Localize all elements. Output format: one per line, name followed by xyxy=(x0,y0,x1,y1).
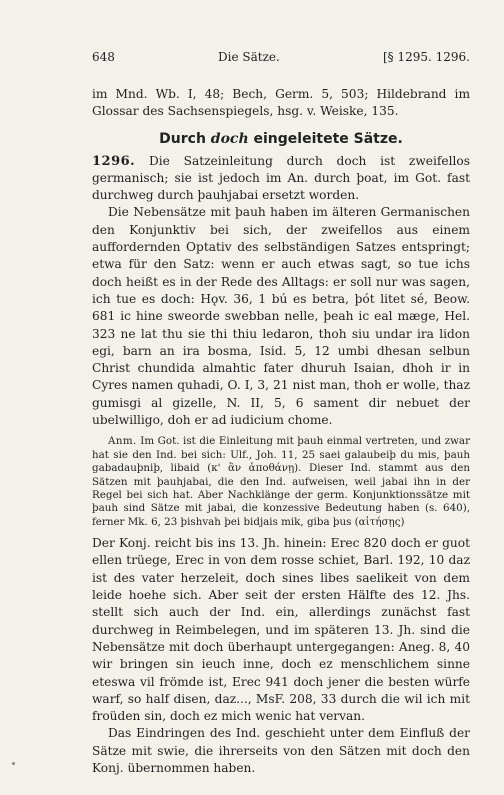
annotation-note xyxy=(92,435,470,529)
paragraph-number: 1296. xyxy=(92,153,136,169)
paragraph-1296 xyxy=(92,153,470,205)
section-reference: [§ 1295. 1296. xyxy=(382,50,470,64)
note-label: Anm. xyxy=(108,435,137,448)
page-header xyxy=(92,50,470,64)
paragraph-eindringen: Das Eindringen des Ind. geschieht unter dem Einfluß der Sätze mit swie, die ihrerseits von den Sätzen mit doch den Konj. übernommen haben. xyxy=(92,726,470,776)
page-number: 648 xyxy=(92,50,115,64)
note-text: Im Got. ist die Einleitung mit þauh einmal vertreten, und zwar hat sie den Ind. bei sich: Ulf., Joh. 11, 25 saei galaubeiþ du mis, þauh gabadauþniþ, libaid (κ' ἂν ἀποθάνῃ). Dieser Ind. stammt aus den Sätzen mit þauhjabai, die den Ind. aufweisen, weil jabai ihn in der Regel bei sich hat. Aber Nachklänge der germ. Konjunktionssätze mit þauh sind Sätze mit jabai, die konzessive Bedeutung haben (s. 640), ferner Mk. 6, 23 þishvah þei bidjais mik, giba þus (αἰτήσῃς) xyxy=(92,435,470,528)
speck-mark xyxy=(12,762,15,765)
heading-word-2: eingeleitete Sätze. xyxy=(253,130,403,147)
running-title: Die Sätze. xyxy=(218,50,280,64)
page-body xyxy=(92,86,470,777)
section-heading xyxy=(92,131,470,147)
paragraph-text: Die Satzeinleitung durch doch ist zweifellos germanisch; sie ist jedoch im An. durch þoat, im Got. fast durchweg durch þauhjabai ersetzt worden. xyxy=(92,153,470,203)
continued-paragraph: im Mnd. Wb. I, 48; Bech, Germ. 5, 503; Hildebrand im Glossar des Sachsenspiegels, hsg. v. Weiske, 135. xyxy=(92,87,470,119)
heading-keyword: doch xyxy=(210,130,249,147)
paragraph-13-jh: Der Konj. reicht bis ins 13. Jh. hinein: Erec 820 doch er guot ellen trüege, Erec in von dem rosse schiet, Barl. 192, 10 daz ist des vater herzeleit, doch sines libes saelikeit von dem leide hoehe sich. Aber seit der ersten Hälfte des 12. Jhs. stellt sich auch der Ind. ein, allerdings zunächst fast durchweg in Reimbelegen, und im späteren 13. Jh. sind die Nebensätze mit doch überhaupt untergegangen: Aneg. 8, 40 wir bringen sin ieuch inne, doch ez menschlichem sinne eteswa vil frömde ist, Erec 941 doch jener die besten würfe warf, so half disen, daz..., MsF. 208, 33 durch die wil ich mit froüden sin, doch ez mich wenic hat vervan. xyxy=(92,536,470,724)
paragraph-konjunktiv: Die Nebensätze mit þauh haben im älteren Germanischen den Konjunktiv bei sich, der zweifellos aus einem auffordernden Optativ des selbständigen Satzes entspringt; etwa für den Satz: wenn er auch etwas sagt, so tue ichs doch heißt es in der Rede des Alltags: er soll nur was sagen, ich tue es doch: Hǫv. 36, 1 bú es betra, þót litet sé, Beow. 681 ic hine sweorde swebban nelle, þeah ic eal mæge, Hel. 323 ne lat thu sie thi thiu ledaron, thoh siu undar ira lidon egi, barn an ira bosma, Isid. 5, 12 umbi dhesan selbun Christ chundida almahtic fater dhuruh Isaian, dhoh ir in Cyres namen quhadi, O. I, 3, 21 nist man, thoh er wolle, thaz gumisgi al gizelle, N. II, 5, 6 sament dir nebuet der ubelwilligo, doh er ad iudicium chome. xyxy=(92,205,470,428)
heading-word-1: Durch xyxy=(159,130,206,147)
